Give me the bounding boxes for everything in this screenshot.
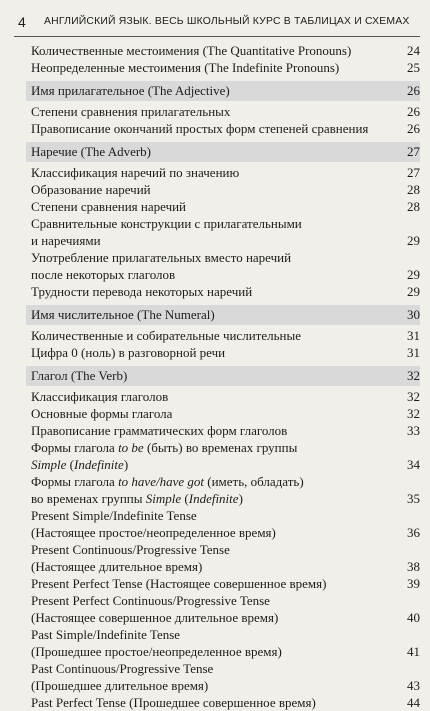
toc-entry: [26, 283, 420, 300]
toc-entry-page: 36: [407, 525, 420, 540]
text-run: во временах группы: [31, 491, 146, 506]
toc-entry: [26, 592, 420, 609]
text-run: Формы глагола: [31, 440, 119, 455]
toc-entry-page: 38: [407, 559, 420, 574]
toc-entry-text: Past Perfect Tense (Прошедшее совершенное время): [31, 695, 316, 710]
toc-entry-page: 40: [407, 610, 420, 625]
toc-entry-page: 44: [407, 695, 420, 710]
toc-entry-text: [31, 490, 398, 507]
toc-entry: [26, 181, 420, 198]
toc-entry-page: 31: [407, 328, 420, 343]
toc-entry-page: 39: [407, 576, 420, 591]
italic-run: Simple: [145, 491, 182, 506]
table-of-contents: [26, 42, 420, 711]
toc-entry-continued: [26, 677, 420, 694]
toc-entry-text: Количественные местоимения (The Quantitative Pronouns): [31, 43, 352, 58]
toc-entry-page: 24: [407, 43, 420, 58]
toc-entry: [26, 660, 420, 677]
toc-entry-text: Цифра 0 (ноль) в разговорной речи: [31, 345, 226, 360]
toc-entry-text: Степени сравнения прилагательных: [31, 104, 231, 119]
chapter-heading: [26, 81, 420, 101]
toc-entry-page: 29: [407, 284, 420, 299]
toc-entry-continued: [26, 609, 420, 626]
text-run: ): [123, 457, 129, 472]
toc-entry-text: Трудности перевода некоторых наречий: [31, 284, 253, 299]
chapter-heading: [26, 142, 420, 162]
chapter-title: Имя прилагательное (The Adjective): [31, 83, 230, 98]
chapter-page: 30: [407, 307, 420, 322]
toc-entry-page: 43: [407, 678, 420, 693]
toc-entry-text: (Прошедшее простое/неопределенное время): [31, 644, 282, 659]
toc-entry-text: Образование наречий: [31, 182, 151, 197]
text-run: (быть) во временах группы: [143, 440, 298, 455]
toc-entry-text: Present Simple/Indefinite Tense: [31, 508, 197, 523]
toc-entry-page: 32: [407, 389, 420, 404]
toc-entry-text: Неопределенные местоимения (The Indefinite Pronouns): [31, 60, 340, 75]
toc-entry-text: и наречиями: [31, 233, 101, 248]
chapter-title: Глагол (The Verb): [31, 368, 128, 383]
toc-entry-page: 35: [407, 491, 420, 506]
italic-run: to have/have got: [118, 474, 204, 489]
toc-entry-page: 27: [407, 165, 420, 180]
text-run: (: [181, 491, 189, 506]
toc-entry-text: Present Continuous/Progressive Tense: [31, 542, 230, 557]
toc-entry-page: 33: [407, 423, 420, 438]
toc-entry-text: Употребление прилагательных вместо наречий: [31, 250, 292, 265]
toc-entry-continued: [26, 490, 420, 507]
toc-entry-text: (Настоящее длительное время): [31, 559, 203, 574]
toc-entry: [26, 103, 420, 120]
toc-entry-text: Правописание грамматических форм глаголов: [31, 423, 288, 438]
toc-entry-text: Степени сравнения наречий: [31, 199, 187, 214]
text-run: (иметь, обладать): [203, 474, 304, 489]
toc-entry-text: [31, 439, 398, 456]
toc-entry-continued: [26, 643, 420, 660]
italic-run: to be: [118, 440, 144, 455]
toc-entry-continued: [26, 456, 420, 473]
toc-entry-page: 29: [407, 233, 420, 248]
toc-entry-continued: [26, 232, 420, 249]
toc-entry-page: 31: [407, 345, 420, 360]
chapter-title: Имя числительное (The Numeral): [31, 307, 215, 322]
toc-entry: [26, 59, 420, 76]
toc-entry-page: 28: [407, 182, 420, 197]
chapter-page: 32: [407, 368, 420, 383]
chapter-page: 27: [407, 144, 420, 159]
toc-entry: [26, 344, 420, 361]
italic-run: Indefinite: [188, 491, 239, 506]
toc-entry-page: 26: [407, 121, 420, 136]
toc-entry-text: Классификация наречий по значению: [31, 165, 240, 180]
toc-entry: [26, 42, 420, 59]
toc-entry-text: Классификация глаголов: [31, 389, 169, 404]
toc-entry: [26, 198, 420, 215]
text-run: Формы глагола: [31, 474, 119, 489]
toc-entry-text: Present Perfect Tense (Настоящее совершенное время): [31, 576, 327, 591]
toc-entry: [26, 473, 420, 490]
chapter-heading: [26, 305, 420, 325]
toc-entry-text: Present Perfect Continuous/Progressive Tense: [31, 593, 270, 608]
toc-entry: [26, 439, 420, 456]
toc-entry-continued: [26, 524, 420, 541]
text-run: (: [66, 457, 74, 472]
chapter-heading: [26, 366, 420, 386]
toc-entry-text: Основные формы глагола: [31, 406, 173, 421]
toc-entry-continued: [26, 266, 420, 283]
toc-entry-text: после некоторых глаголов: [31, 267, 176, 282]
toc-entry: [26, 164, 420, 181]
toc-entry-text: (Настоящее простое/неопределенное время): [31, 525, 276, 540]
toc-entry-page: 41: [407, 644, 420, 659]
toc-entry-page: 34: [407, 457, 420, 472]
toc-entry: [26, 327, 420, 344]
toc-entry: [26, 626, 420, 643]
toc-entry-text: [31, 456, 398, 473]
toc-entry-text: Past Continuous/Progressive Tense: [31, 661, 214, 676]
chapter-page: 26: [407, 83, 420, 98]
italic-run: Indefinite: [73, 457, 124, 472]
toc-entry-continued: [26, 558, 420, 575]
toc-entry: [26, 507, 420, 524]
toc-entry: [26, 422, 420, 439]
toc-entry-text: (Настоящее совершенное длительное время): [31, 610, 279, 625]
toc-entry: [26, 120, 420, 137]
toc-entry: [26, 575, 420, 592]
toc-entry: [26, 541, 420, 558]
toc-entry-page: 32: [407, 406, 420, 421]
toc-entry-page: 26: [407, 104, 420, 119]
toc-entry-text: (Прошедшее длительное время): [31, 678, 209, 693]
toc-entry-page: 29: [407, 267, 420, 282]
toc-entry-text: [31, 473, 398, 490]
text-run: ): [238, 491, 243, 506]
toc-entry: [26, 215, 420, 232]
toc-entry-text: Правописание окончаний простых форм степеней сравнения: [31, 121, 369, 136]
toc-entry-text: Сравнительные конструкции с прилагательными: [31, 216, 302, 231]
page-number: 4: [18, 14, 26, 30]
toc-entry-page: 28: [407, 199, 420, 214]
toc-entry: [26, 405, 420, 422]
toc-entry-page: 25: [407, 60, 420, 75]
page-header: [14, 14, 420, 37]
toc-entry: [26, 694, 420, 711]
toc-entry: [26, 388, 420, 405]
chapter-title: Наречие (The Adverb): [31, 144, 152, 159]
italic-run: Simple: [31, 457, 67, 472]
toc-entry-text: Past Simple/Indefinite Tense: [31, 627, 181, 642]
toc-entry: [26, 249, 420, 266]
running-title: АНГЛИЙСКИЙ ЯЗЫК. ВЕСЬ ШКОЛЬНЫЙ КУРС В ТАБЛИЦАХ И СХЕМАХ: [44, 16, 410, 27]
toc-entry-text: Количественные и собирательные числительные: [31, 328, 301, 343]
